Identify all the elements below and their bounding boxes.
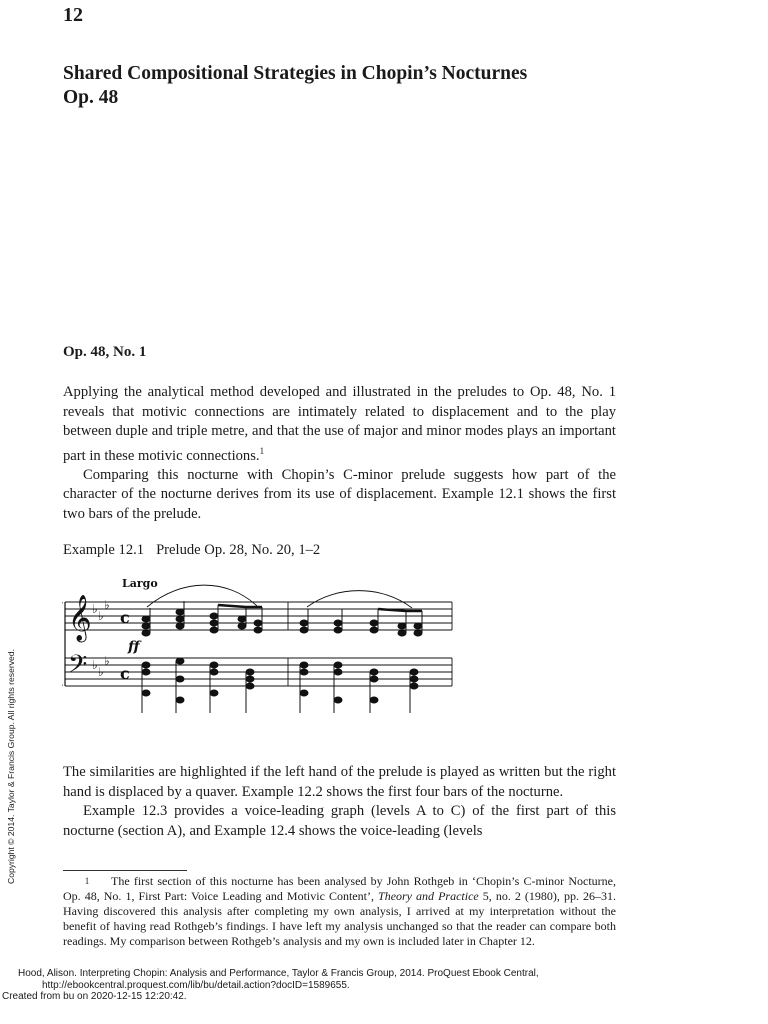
paragraph-1	[63, 383, 616, 466]
example-title: Prelude Op. 28, No. 20, 1–2	[156, 542, 321, 558]
flat-icon: ♭	[92, 602, 98, 616]
body-paragraphs-top	[63, 383, 616, 524]
flat-icon: ♭	[104, 598, 110, 612]
footnote-mark: 1	[84, 876, 90, 886]
dynamic-marking: ff	[128, 639, 140, 655]
example-label: Example 12.1	[63, 542, 145, 558]
flat-icon: ♭	[104, 654, 110, 668]
paragraph-4	[63, 802, 616, 841]
chapter-title-line-2: Op. 48	[63, 87, 119, 108]
citation-created: Created from bu on 2020-12-15 12:20:42.	[2, 991, 187, 1002]
body-paragraphs-bottom	[63, 763, 616, 841]
chapter-title-line-1: Shared Compositional Strategies in Chopin’s Nocturnes	[63, 63, 528, 84]
flat-icon: ♭	[92, 658, 98, 672]
footnote-divider	[63, 870, 187, 871]
citation-url[interactable]: http://ebookcentral.proquest.com/lib/bu/detail.action?docID=1589655.	[42, 979, 350, 991]
citation-line-1: Hood, Alison. Interpreting Chopin: Analysis and Performance, Taylor & Francis Group, 2014. ProQuest Ebook Central,	[18, 968, 539, 979]
treble-clef-icon: 𝄞	[68, 595, 92, 641]
section-heading: Op. 48, No. 1	[63, 344, 147, 360]
flat-icon: ♭	[98, 609, 104, 623]
paragraph-2	[63, 466, 616, 525]
time-signature-bass: c	[120, 664, 130, 683]
time-signature-treble: c	[120, 608, 130, 627]
paragraph-1-text: Applying the analytical method developed and illustrated in the preludes to Op. 48, No. 1 reveals that motivic connections are intimately related to displacement and to the play between duple and triple metre, and that the use of major and minor modes plays an important part in these motivic connections.	[63, 384, 616, 464]
music-score-example	[62, 573, 462, 723]
chapter-number: 12	[63, 4, 83, 26]
paragraph-2-text: Comparing this nocturne with Chopin’s C-minor prelude suggests how part of the character of the nocturne derives from its use of displacement. Example 12.1 shows the first two bars of the prelude.	[63, 466, 616, 522]
paragraph-3: The similarities are highlighted if the left hand of the prelude is played as written but the right hand is displaced by a quaver. Example 12.2 shows the first four bars of the nocturne.	[63, 764, 616, 800]
treble-chords	[142, 601, 422, 636]
citation-block	[2, 968, 758, 1003]
footnote-text-a: The first section of this nocturne has been analysed by John Rothgeb in ‘Chopin’s C-minor Nocturne, Op. 48, No. 1, First Part: Voice Leading and Motivic Content’,	[63, 874, 616, 903]
copyright-margin-note: Copyright © 2014. Taylor & Francis Group. All rights reserved.	[6, 649, 16, 884]
bass-chords	[142, 658, 418, 713]
footnote	[63, 874, 616, 949]
paragraph-4-text: Example 12.3 provides a voice-leading graph (levels A to C) of the first part of this nocturne (section A), and Example 12.4 shows the voice-leading (levels	[63, 803, 616, 839]
flat-icon: ♭	[98, 665, 104, 679]
example-caption	[63, 542, 320, 559]
bass-clef-icon: 𝄢	[68, 650, 88, 685]
footnote-text-b: 5, no. 2 (1980), pp. 26–31. Having discovered this analysis after completing my own analysis, I arrived at my interpretation without the benefit of having read Rothgeb’s findings. I have left my analysis unchanged so that the reader can compare both readings. My comparison between Rothgeb’s analysis and my own is included later in Chapter 12.	[63, 889, 617, 948]
tempo-marking: Largo	[122, 577, 158, 590]
footnote-journal-title: Theory and Practice	[378, 889, 479, 903]
chapter-title	[63, 62, 663, 110]
footnote-ref[interactable]: 1	[259, 445, 265, 456]
